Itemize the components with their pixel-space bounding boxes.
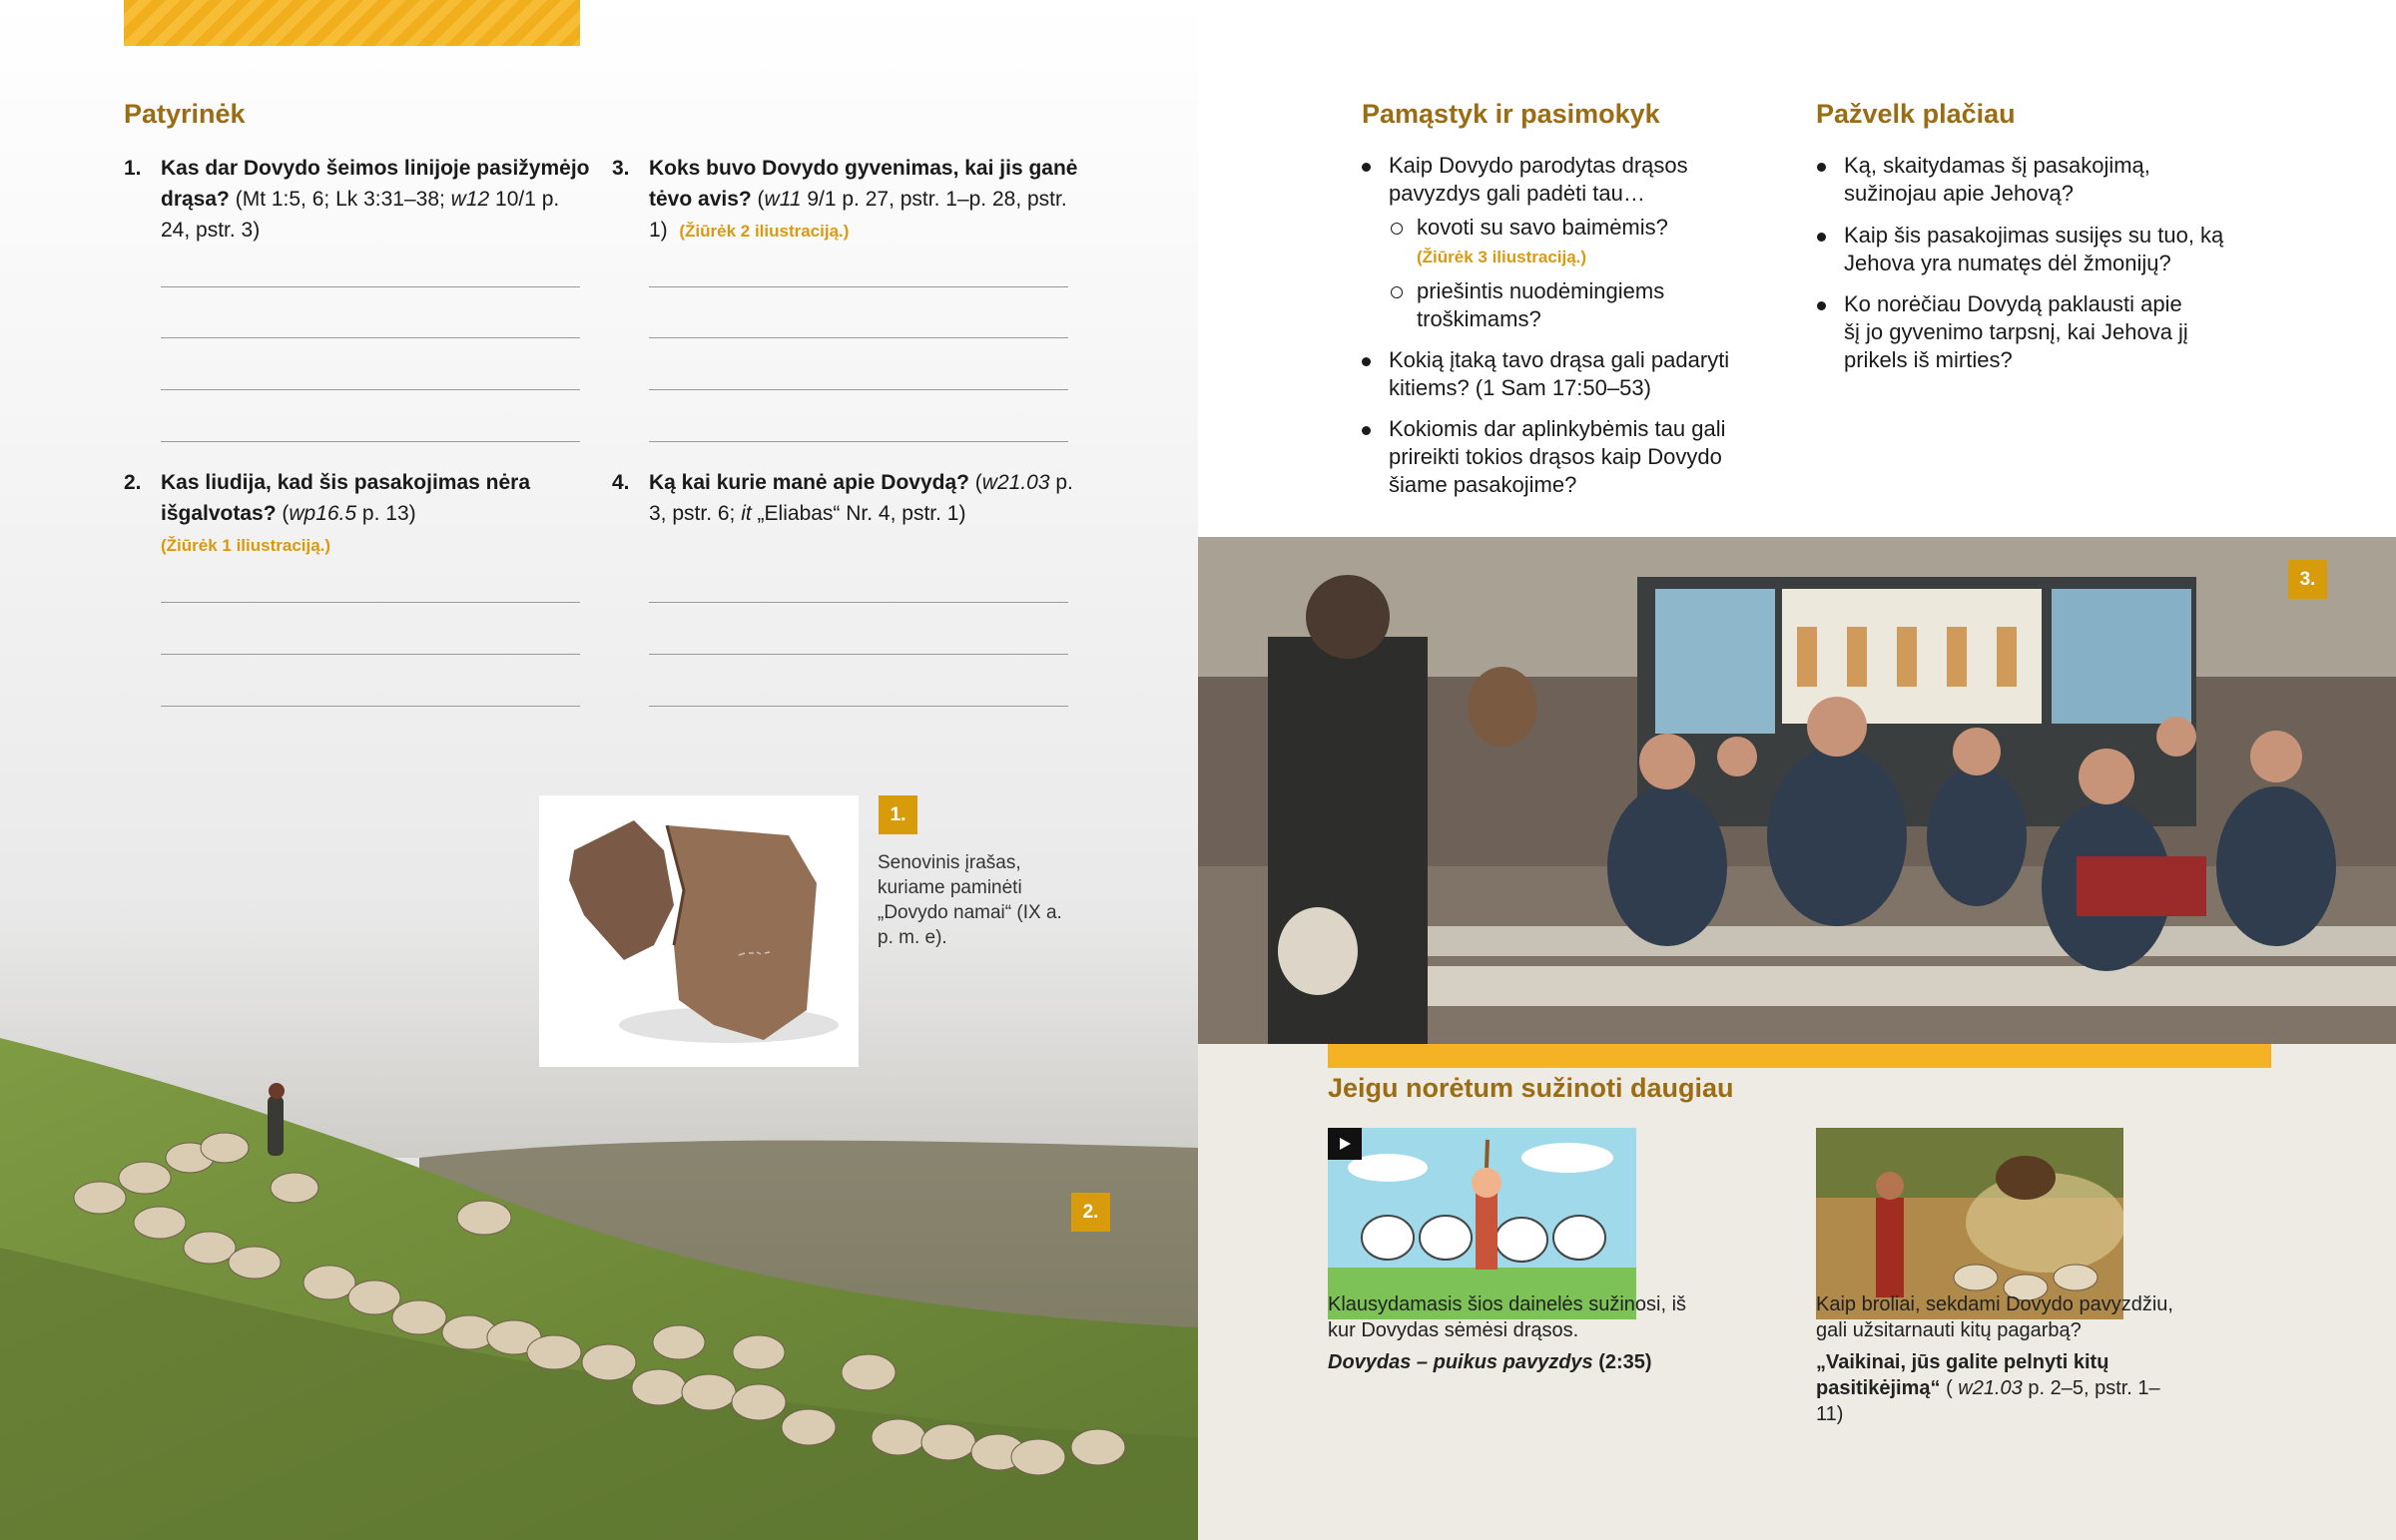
question-number: 3.	[612, 157, 630, 180]
article-reference: p. 2–5, pstr. 1–11)	[1816, 1377, 2160, 1425]
article-reference: (	[1940, 1377, 1953, 1399]
learn-more-panel	[1198, 1044, 2396, 1540]
section-heading-reflect: Pamąstyk ir pasimokyk	[1362, 99, 1660, 129]
video-duration: (2:35)	[1592, 1351, 1652, 1373]
figure-badge-2: 2.	[1071, 1193, 1110, 1232]
illustration-hint: (Žiūrėk 2 iliustraciją.)	[679, 222, 850, 241]
answer-line[interactable]	[161, 706, 580, 707]
question-text: Kas dar Dovydo šeimos linijoje pasižymėjo drąsa?	[161, 157, 590, 211]
wider-item-1: Ką, skaitydamas šį pasakojimą, sužinojau apie Jehovą?	[1844, 152, 2243, 208]
reflect-subitem-1	[1417, 214, 1716, 271]
answer-line[interactable]	[161, 389, 580, 390]
question-number: 1.	[124, 157, 142, 180]
question-text: Ką kai kurie manė apie Dovydą?	[649, 471, 969, 494]
section-heading-wider: Pažvelk plačiau	[1816, 99, 2016, 129]
reflect-subitem-2: priešintis nuodėmingiems troškimams?	[1417, 277, 1716, 333]
section-heading-explore: Patyrinėk	[124, 99, 246, 129]
article-title[interactable]: „Vaikinai, jūs galite pelnyti kitų pasitikėjimą“	[1816, 1351, 2109, 1399]
figure-badge-3: 3.	[2288, 560, 2327, 599]
answer-line[interactable]	[161, 602, 580, 603]
classroom-illustration	[1198, 537, 2396, 1044]
video-caption	[1328, 1291, 1687, 1375]
video-description: Klausydamasis šios dainelės sužinosi, iš kur Dovydas sėmėsi drąsos.	[1328, 1293, 1687, 1341]
question-1	[124, 153, 590, 246]
question-reference-italic: w11	[764, 188, 802, 211]
classroom-photo	[1198, 537, 2396, 1044]
answer-line[interactable]	[649, 389, 1068, 390]
question-text: Kas liudija, kad šis pasakojimas nėra išgalvotas?	[161, 471, 531, 525]
question-number: 2.	[124, 471, 142, 494]
wider-item-3: Ko norėčiau Dovydą paklausti apie šį jo gyvenimo tarpsnį, kai Jehova jį prikels iš mirties?	[1844, 290, 2203, 374]
answer-line[interactable]	[161, 654, 580, 655]
question-reference: (	[276, 502, 290, 525]
question-reference-italic: w12	[450, 188, 490, 211]
answer-line[interactable]	[649, 286, 1068, 287]
question-reference: p. 3, pstr. 6;	[649, 471, 1073, 525]
article-description: Kaip broliai, sekdami Dovydo pavyzdžiu, gali užsitarnauti kitų pagarbą?	[1816, 1293, 2173, 1341]
question-reference-italic: wp16.5	[289, 502, 357, 525]
article-reference-italic: w21.03	[1952, 1377, 2023, 1399]
question-reference: (	[751, 188, 765, 211]
figure-badge-1: 1.	[879, 795, 917, 834]
answer-line[interactable]	[649, 337, 1068, 338]
question-reference: p. 13)	[356, 502, 416, 525]
reflect-item-1: Kaip Dovydo parodytas drąsos pavyzdys gali padėti tau…	[1389, 152, 1748, 208]
illustration-hint: (Žiūrėk 1 iliustraciją.)	[161, 536, 331, 555]
reflect-item-2: Kokią įtaką tavo drąsa gali padaryti kitiems? (1 Sam 17:50–53)	[1389, 346, 1758, 402]
question-reference: 10/1 p. 24, pstr. 3)	[161, 188, 560, 242]
question-3	[612, 153, 1078, 247]
question-4	[612, 467, 1078, 529]
answer-line[interactable]	[649, 706, 1068, 707]
question-number: 4.	[612, 471, 630, 494]
answer-line[interactable]	[161, 337, 580, 338]
wider-item-2: Kaip šis pasakojimas susijęs su tuo, ką Jehova yra numatęs dėl žmonijų?	[1844, 222, 2243, 277]
question-reference: (Mt 1:5, 6; Lk 3:31–38;	[229, 188, 451, 211]
question-reference-italic: it	[741, 502, 752, 525]
question-text: Koks buvo Dovydo gyvenimas, kai jis ganė tėvo avis?	[649, 157, 1078, 211]
article-caption	[1816, 1291, 2175, 1427]
figure-caption-1: Senovinis įrašas, kuriame paminėti „Dovydo namai“ (IX a. p. m. e).	[878, 852, 1062, 948]
ancient-inscription-photo	[539, 795, 859, 1067]
answer-line[interactable]	[649, 441, 1068, 442]
video-title[interactable]: Dovydas – puikus pavyzdys	[1328, 1351, 1593, 1373]
answer-line[interactable]	[649, 602, 1068, 603]
accent-bar	[1328, 1044, 2271, 1068]
reflect-subitem-text: kovoti su savo baimėmis?	[1417, 215, 1668, 240]
section-heading-learn-more: Jeigu norėtum sužinoti daugiau	[1328, 1073, 1734, 1103]
play-triangle-icon	[1338, 1137, 1352, 1151]
answer-line[interactable]	[649, 654, 1068, 655]
answer-line[interactable]	[161, 286, 580, 287]
question-2	[124, 467, 590, 561]
question-reference-italic: w21.03	[981, 471, 1050, 494]
stone-fragment-image	[539, 795, 859, 1067]
question-reference: (	[968, 471, 982, 494]
accent-bar	[124, 0, 580, 46]
answer-line[interactable]	[161, 441, 580, 442]
reflect-item-3: Kokiomis dar aplinkybėmis tau gali prireikti tokios drąsos kaip Dovydo šiame pasakojime?	[1389, 415, 1758, 499]
illustration-hint: (Žiūrėk 3 iliustraciją.)	[1417, 248, 1587, 266]
question-reference: „Eliabas“ Nr. 4, pstr. 1)	[751, 502, 966, 525]
question-reference: 9/1 p. 27, pstr. 1–p. 28, pstr. 1)	[649, 188, 1067, 242]
play-icon[interactable]	[1328, 1128, 1362, 1160]
